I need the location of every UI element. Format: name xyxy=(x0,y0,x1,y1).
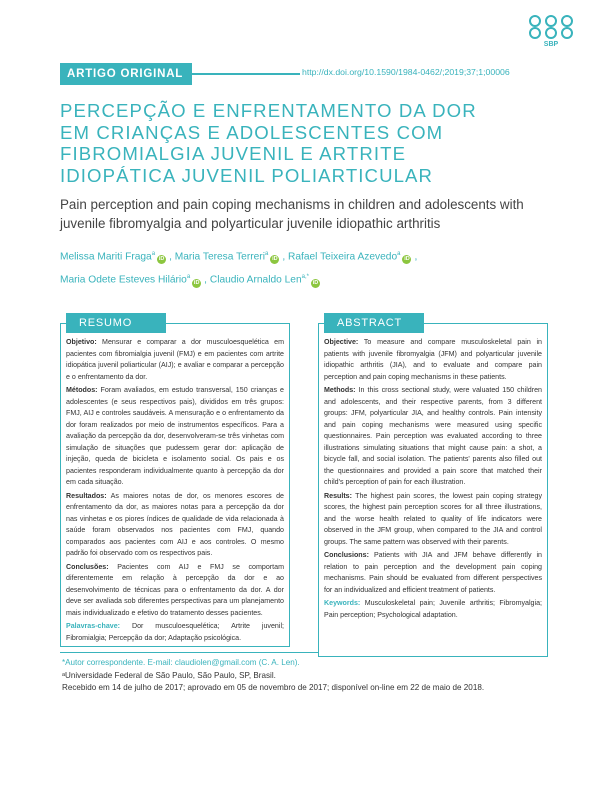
orcid-icon[interactable]: iD xyxy=(312,279,319,286)
author-name: Claudio Arnaldo Len xyxy=(209,274,302,286)
abstract-keywords xyxy=(324,598,542,621)
abstract-label: ABSTRACT xyxy=(324,313,424,333)
resumo-conclusions-text: Pacientes com AIJ e FMJ se comportam diferentemente em relação à percepção da dor e ao desenvolvimento de técnicas para o enfrentamento da dor. A dor deve ser avaliada sob diferentes perspectivas para um planejamento mais individualizado e efetivo do tratamento desses pacientes. xyxy=(66,562,284,617)
author-list xyxy=(60,244,560,291)
resumo-methods-label: Métodos: xyxy=(66,386,98,394)
author-name: Melissa Mariti Fraga xyxy=(60,251,152,263)
resumo-results xyxy=(66,491,284,560)
author-affiliation-mark: a xyxy=(186,274,191,281)
abstract-keywords-label: Keywords: xyxy=(324,599,361,607)
article-title-pt: PERCEPÇÃO E ENFRENTAMENTO DA DOR EM CRIANÇAS E ADOLESCENTES COM FIBROMIALGIA JUVENIL E ARTRITE IDIOPÁTICA JUVENIL POLIARTICULAR xyxy=(60,100,477,186)
abstract-objective-label: Objective: xyxy=(324,338,359,346)
resumo-methods-text: Foram avaliados, em estudo transversal, 150 crianças e adolescentes (e seus respectivos pais), divididos em três grupos: FMJ, AIJ e controles saudáveis. A mensuração e o enfrentamento da dor foram realizados por meio de instrumentos específicos. Para a avaliação da percepção da dor, desenvolveram-se três vinhetas com simulação de situações que pudessem gerar dor: aplicação de injeção, queda de bicicleta e isolamento social. Os pais e os pacientes responderam individualmente quanto à percepção da dor em cada situação. xyxy=(66,386,284,486)
resumo-objective xyxy=(66,337,284,383)
abstract-objective-text: To measure and compare musculoskeletal pain in patients with juvenile fibromyalgia (JFM) and polyarticular juvenile idiopathic arthritis (JIA), and to evaluate and compare pain perception and pain coping mechanisms in these patients. xyxy=(324,338,542,381)
section-tag: ARTIGO ORIGINAL xyxy=(60,63,192,85)
footer-notes xyxy=(62,657,562,695)
affiliation-note: ᵃUniversidade Federal de São Paulo, São Paulo, SP, Brasil. xyxy=(62,670,276,680)
header-rule xyxy=(192,73,300,75)
logo-text: SBP xyxy=(543,41,559,48)
author-separator: , xyxy=(169,251,172,263)
resumo-keywords-label: Palavras-chave: xyxy=(66,622,121,630)
author-affiliation-mark: a xyxy=(264,251,269,257)
abstract-results xyxy=(324,491,542,549)
resumo-results-label: Resultados: xyxy=(66,491,107,500)
abstract-conclusions-text: Patients with JIA and JFM behave differently in relation to pain perception and the development pain coping mechanisms. Pain should be evaluated from different perspectives for an individualized and efficient treatment of patients. xyxy=(324,551,542,594)
author-affiliation-mark: a xyxy=(151,251,156,257)
orcid-icon[interactable]: iD xyxy=(193,279,200,286)
abstract-methods-label: Methods: xyxy=(324,386,356,394)
resumo-conclusions xyxy=(66,562,284,620)
abstract-box xyxy=(318,317,548,657)
orcid-icon[interactable]: iD xyxy=(158,256,165,263)
orcid-icon[interactable]: iD xyxy=(404,256,410,263)
abstract-methods xyxy=(324,385,542,489)
abstract-objective xyxy=(324,337,542,383)
resumo-text xyxy=(66,337,284,646)
resumo-objective-label: Objetivo: xyxy=(66,338,97,346)
article-title-en: Pain perception and pain coping mechanisms in children and adolescents with juvenile fibromyalgia and polyarticular juvenile idiopathic arthritis xyxy=(60,197,524,231)
author-name: Maria Teresa Terreri xyxy=(174,251,265,263)
resumo-keywords xyxy=(66,621,284,644)
abstract-conclusions xyxy=(324,550,542,596)
sbp-logo xyxy=(528,14,574,48)
resumo-conclusions-label: Conclusões: xyxy=(66,562,109,571)
footer-rule xyxy=(60,652,318,653)
resumo-box xyxy=(60,317,290,647)
author-separator: , xyxy=(204,274,208,286)
author-name: Maria Odete Esteves Hilário xyxy=(60,274,187,286)
abstract-methods-text: In this cross sectional study, were valuated 150 children and adolescents, and their respective parents, from 3 different groups: JFM, polyarticular JIA, and healthy controls. Pain intensity and pain coping mechanisms were measured using specific questionnaires. Pain perception was evaluated according to three illustrations simulating situations that might cause pain: a shot, a bicycle fall, and social isolation. The patients' parents also filled out the questionnaires and provided a pain score that matched their child's perception of pain for each illustration. xyxy=(324,386,542,486)
orcid-icon[interactable]: iD xyxy=(272,256,278,263)
resumo-label: RESUMO xyxy=(66,313,166,333)
resumo-results-text: As maiores notas de dor, os menores escores de enfrentamento da dor, as maiores notas para a percepção da dor nas vinhetas e os piores índices de qualidade de vida relacionada à saúde foram observados nos pacientes com FMJ, quando comparados aos pacientes com AIJ e aos controles. O mesmo padrão foi observado com os respectivos pais. xyxy=(66,491,284,557)
author-affiliation-mark: a,* xyxy=(301,274,309,281)
abstract-keywords-text: Musculoskeletal pain; Juvenile arthritis; Fibromyalgia; Pain perception; Psychological adaptation. xyxy=(324,599,542,619)
author-separator: , xyxy=(414,251,418,263)
resumo-methods xyxy=(66,385,284,489)
resumo-keywords-text: Dor musculoesquelética; Artrite juvenil; Fibromialgia; Percepção da dor; Adaptação psicológica. xyxy=(66,622,284,642)
author-affiliation-mark: a xyxy=(397,251,401,257)
author-name: Rafael Teixeira Azevedo xyxy=(288,251,398,263)
abstract-results-text: The highest pain scores, the lowest pain coping strategy scores, the highest pain perception scores for all three illustrations, and the worse health related to quality of life indicators were observed in the JFM group, when compared to the JIA and control groups. The same pattern was observed with their parents. xyxy=(324,491,542,546)
abstract-text xyxy=(324,337,542,623)
correspondence-note[interactable]: *Autor correspondente. E-mail: claudiolen@gmail.com (C. A. Len). xyxy=(62,658,300,667)
resumo-objective-text: Mensurar e comparar a dor musculoesquelética em pacientes com fibromialgia juvenil (FMJ) e em pacientes com artrite idiopática juvenil poliarticular (AIJ); e avaliar e comparar a percepção e o enfrentamento da dor. xyxy=(66,338,284,381)
doi-link[interactable]: http://dx.doi.org/10.1590/1984-0462/;2019;37;1;00006 xyxy=(302,67,510,77)
abstract-conclusions-label: Conclusions: xyxy=(324,551,369,559)
author-separator: , xyxy=(282,251,286,263)
dates-note: Recebido em 14 de julho de 2017; aprovado em 05 de novembro de 2017; disponível on-line em 22 de maio de 2018. xyxy=(62,683,485,693)
abstract-results-label: Results: xyxy=(324,491,352,500)
